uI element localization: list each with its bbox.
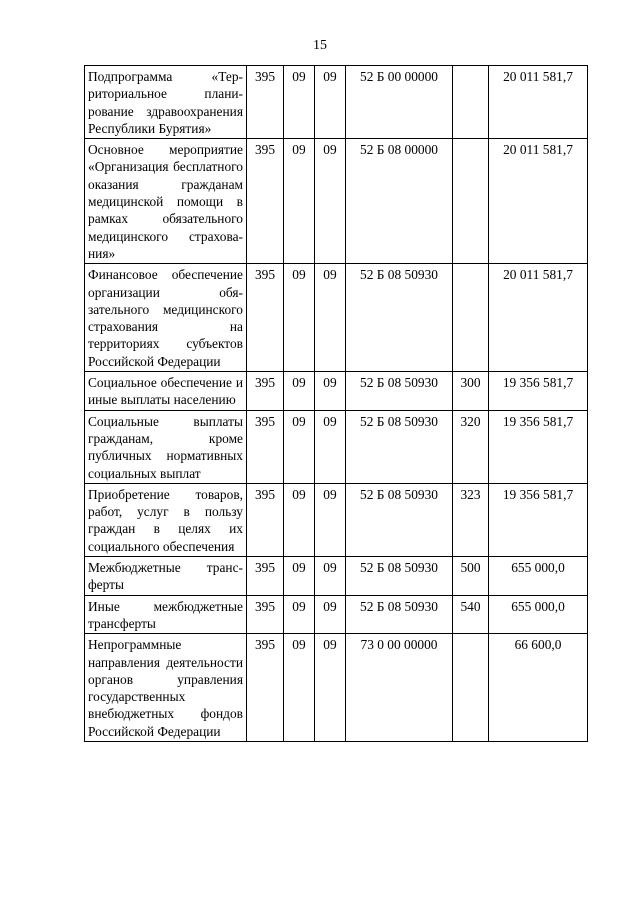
row-amount: 19 356 581,7 (489, 372, 588, 411)
row-subsection: 09 (315, 264, 346, 372)
table-row (85, 410, 588, 483)
row-expense-type: 323 (453, 483, 489, 556)
row-name: Непрограммные направления деятельности органов управления государственных внебюджетных фондов Российской Федерации (85, 634, 247, 742)
table-row (85, 372, 588, 411)
row-section: 09 (284, 595, 315, 634)
row-target-code: 52 Б 08 00000 (346, 139, 453, 264)
row-grbs: 395 (247, 557, 284, 596)
row-target-code: 52 Б 08 50930 (346, 595, 453, 634)
row-expense-type (453, 66, 489, 139)
row-grbs: 395 (247, 634, 284, 742)
table-row (85, 483, 588, 556)
row-name: Подпрограмма «Территориальное планирование здравоохранения Республики Бурятия» (85, 66, 247, 139)
row-grbs: 395 (247, 139, 284, 264)
row-section: 09 (284, 372, 315, 411)
row-name: Финансовое обеспечение организации обязательного медицинского страхования на территориях субъектов Российской Федерации (85, 264, 247, 372)
row-grbs: 395 (247, 372, 284, 411)
row-section: 09 (284, 557, 315, 596)
row-subsection: 09 (315, 66, 346, 139)
row-name: Иные межбюджетные трансферты (85, 595, 247, 634)
row-expense-type (453, 634, 489, 742)
row-amount: 655 000,0 (489, 557, 588, 596)
table-row (85, 595, 588, 634)
page-number: 15 (313, 38, 327, 53)
row-target-code: 52 Б 08 50930 (346, 557, 453, 596)
row-grbs: 395 (247, 410, 284, 483)
table-row (85, 634, 588, 742)
row-expense-type: 500 (453, 557, 489, 596)
row-amount: 20 011 581,7 (489, 66, 588, 139)
row-amount: 19 356 581,7 (489, 410, 588, 483)
row-expense-type (453, 139, 489, 264)
table-row (85, 557, 588, 596)
row-expense-type: 540 (453, 595, 489, 634)
row-name: Социальные выплаты гражданам, кроме публичных нормативных социальных выплат (85, 410, 247, 483)
row-amount: 20 011 581,7 (489, 264, 588, 372)
row-amount: 19 356 581,7 (489, 483, 588, 556)
row-expense-type: 300 (453, 372, 489, 411)
row-subsection: 09 (315, 410, 346, 483)
row-section: 09 (284, 264, 315, 372)
row-subsection: 09 (315, 634, 346, 742)
row-section: 09 (284, 483, 315, 556)
row-grbs: 395 (247, 264, 284, 372)
row-target-code: 73 0 00 00000 (346, 634, 453, 742)
row-target-code: 52 Б 08 50930 (346, 410, 453, 483)
row-name: Приобретение товаров, работ, услуг в пользу граждан в целях их социального обеспечения (85, 483, 247, 556)
row-amount: 66 600,0 (489, 634, 588, 742)
row-target-code: 52 Б 08 50930 (346, 372, 453, 411)
row-target-code: 52 Б 08 50930 (346, 483, 453, 556)
table-row (85, 66, 588, 139)
table-row (85, 139, 588, 264)
row-name: Социальное обеспечение и иные выплаты населению (85, 372, 247, 411)
row-amount: 655 000,0 (489, 595, 588, 634)
row-expense-type: 320 (453, 410, 489, 483)
row-target-code: 52 Б 08 50930 (346, 264, 453, 372)
row-subsection: 09 (315, 372, 346, 411)
row-target-code: 52 Б 00 00000 (346, 66, 453, 139)
row-grbs: 395 (247, 483, 284, 556)
row-subsection: 09 (315, 139, 346, 264)
row-grbs: 395 (247, 66, 284, 139)
row-name: Межбюджетные трансферты (85, 557, 247, 596)
row-section: 09 (284, 634, 315, 742)
row-expense-type (453, 264, 489, 372)
row-subsection: 09 (315, 595, 346, 634)
row-subsection: 09 (315, 483, 346, 556)
row-name: Основное мероприятие «Организация бесплатного оказания гражданам медицинской помощи в рамках обязательного медицинского страхования» (85, 139, 247, 264)
table-row (85, 264, 588, 372)
row-section: 09 (284, 66, 315, 139)
row-grbs: 395 (247, 595, 284, 634)
row-section: 09 (284, 410, 315, 483)
row-section: 09 (284, 139, 315, 264)
row-subsection: 09 (315, 557, 346, 596)
row-amount: 20 011 581,7 (489, 139, 588, 264)
budget-table (84, 65, 588, 742)
